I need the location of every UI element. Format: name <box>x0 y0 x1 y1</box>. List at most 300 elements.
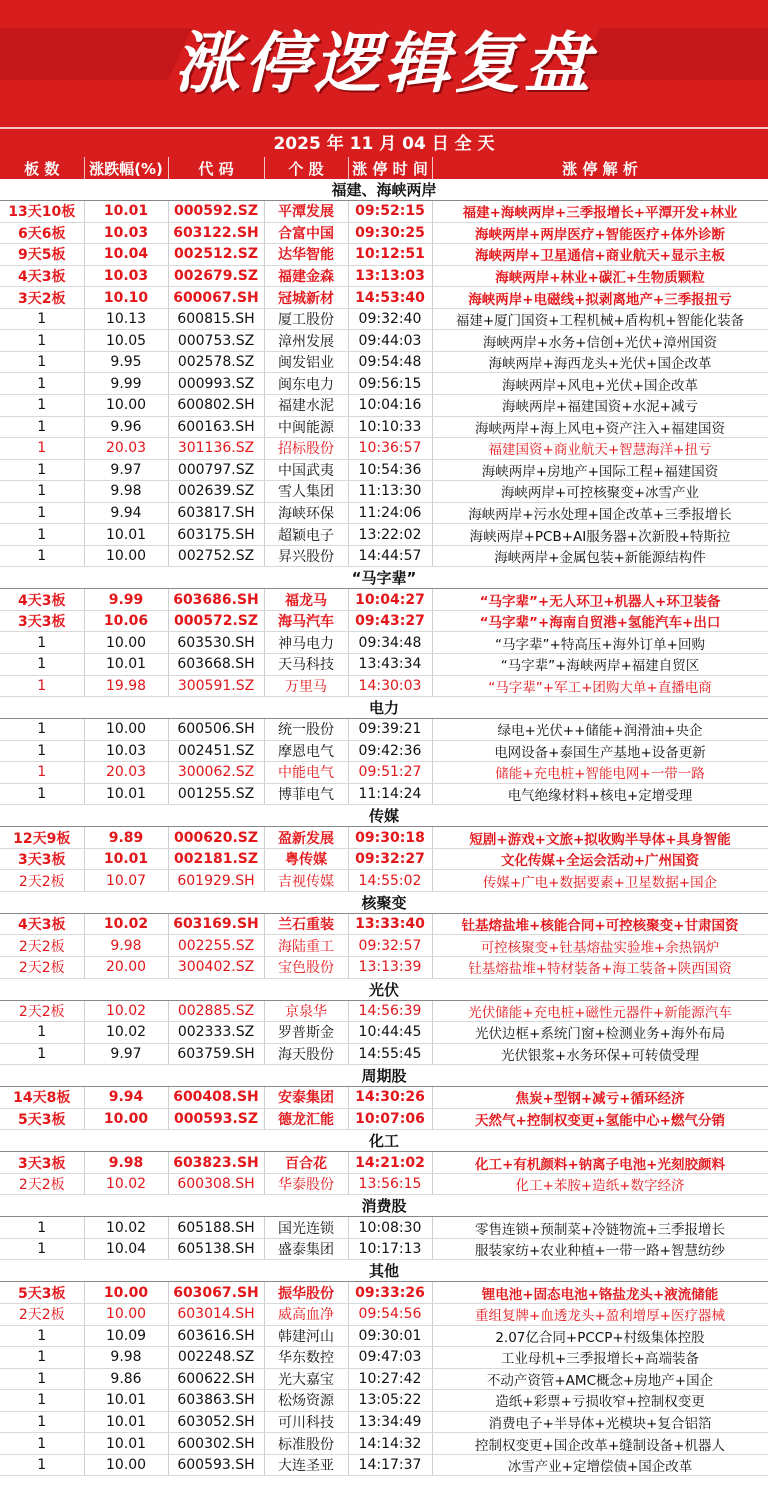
change-cell: 9.98 <box>84 935 168 957</box>
table-row <box>0 287 768 309</box>
stock-name-cell: 万里马 <box>264 675 348 697</box>
code-cell: 605188.SH <box>168 1217 264 1239</box>
boards-cell: 1 <box>0 632 84 654</box>
table-row <box>0 1173 768 1195</box>
change-cell: 10.02 <box>84 1217 168 1239</box>
time-cell: 09:30:18 <box>348 827 432 849</box>
stock-name-cell: 博菲电气 <box>264 783 348 805</box>
analysis-cell: “马字辈”+海南自贸港+氢能汽车+出口 <box>432 610 768 632</box>
time-cell: 09:54:48 <box>348 351 432 373</box>
analysis-cell: 海峡两岸+金属包装+新能源结构件 <box>432 545 768 567</box>
code-cell: 603067.SH <box>168 1282 264 1304</box>
page-title: 涨停逻辑复盘 <box>174 25 594 102</box>
code-cell: 002885.SZ <box>168 1000 264 1022</box>
stock-name-cell: 粤传媒 <box>264 848 348 870</box>
table-row <box>0 1152 768 1174</box>
stock-name-cell: 国光连锁 <box>264 1217 348 1239</box>
boards-cell: 1 <box>0 308 84 330</box>
boards-cell: 2天2板 <box>0 935 84 957</box>
change-cell: 10.00 <box>84 719 168 741</box>
col-header-analysis: 涨 停 解 析 <box>432 157 768 179</box>
change-cell: 20.03 <box>84 762 168 784</box>
analysis-cell: 工业母机+三季报增长+高端装备 <box>432 1347 768 1369</box>
table-row <box>0 1000 768 1022</box>
boards-cell: 4天3板 <box>0 265 84 287</box>
boards-cell: 5天3板 <box>0 1108 84 1130</box>
code-cell: 605138.SH <box>168 1238 264 1260</box>
code-cell: 603122.SH <box>168 222 264 244</box>
analysis-cell: 服装家纺+农业种植+一带一路+智慧纺纱 <box>432 1238 768 1260</box>
analysis-cell: 锂电池+固态电池+铬盐龙头+液流储能 <box>432 1282 768 1304</box>
change-cell: 10.00 <box>84 545 168 567</box>
time-cell: 14:30:26 <box>348 1087 432 1109</box>
boards-cell: 1 <box>0 1022 84 1044</box>
code-cell: 002451.SZ <box>168 740 264 762</box>
time-cell: 09:39:21 <box>348 719 432 741</box>
section-title: 福建、海峡两岸 <box>0 179 768 201</box>
table-row <box>0 330 768 352</box>
table-row <box>0 1022 768 1044</box>
change-cell: 10.07 <box>84 870 168 892</box>
analysis-cell: 海峡两岸+电磁线+拟剥离地产+三季报扭亏 <box>432 287 768 309</box>
analysis-cell: 消费电子+半导体+光模块+复合铝箔 <box>432 1411 768 1433</box>
boards-cell: 1 <box>0 740 84 762</box>
change-cell: 10.00 <box>84 1282 168 1304</box>
analysis-cell: 钍基熔盐堆+特材装备+海工装备+陕西国资 <box>432 957 768 979</box>
time-cell: 13:34:49 <box>348 1411 432 1433</box>
stock-name-cell: 兰石重装 <box>264 913 348 935</box>
boards-cell: 1 <box>0 373 84 395</box>
section-header-row <box>0 891 768 913</box>
table-row <box>0 675 768 697</box>
section-header-row <box>0 1130 768 1152</box>
analysis-cell: 2.07亿合同+PCCP+村级集体控股 <box>432 1325 768 1347</box>
analysis-cell: 天然气+控制权变更+氢能中心+燃气分销 <box>432 1108 768 1130</box>
code-cell: 603175.SH <box>168 524 264 546</box>
boards-cell: 1 <box>0 1368 84 1390</box>
table-row <box>0 351 768 373</box>
stock-name-cell: 标准股份 <box>264 1433 348 1455</box>
boards-cell: 2天2板 <box>0 1173 84 1195</box>
boards-cell: 12天9板 <box>0 827 84 849</box>
change-cell: 10.00 <box>84 394 168 416</box>
col-header-stock: 个 股 <box>264 157 348 179</box>
time-cell: 10:17:13 <box>348 1238 432 1260</box>
time-cell: 13:43:34 <box>348 653 432 675</box>
boards-cell: 3天3板 <box>0 610 84 632</box>
change-cell: 10.01 <box>84 1433 168 1455</box>
change-cell: 10.02 <box>84 1173 168 1195</box>
stock-name-cell: 华泰股份 <box>264 1173 348 1195</box>
boards-cell: 2天2板 <box>0 1000 84 1022</box>
time-cell: 10:54:36 <box>348 459 432 481</box>
section-title: “马字辈” <box>0 567 768 589</box>
col-header-code: 代 码 <box>168 157 264 179</box>
analysis-cell: “马字辈”+海峡两岸+福建自贸区 <box>432 653 768 675</box>
boards-cell: 1 <box>0 351 84 373</box>
boards-cell: 1 <box>0 524 84 546</box>
col-header-change: 涨跌幅(%) <box>84 157 168 179</box>
code-cell: 603686.SH <box>168 589 264 611</box>
table-row <box>0 848 768 870</box>
code-cell: 000753.SZ <box>168 330 264 352</box>
boards-cell: 1 <box>0 1411 84 1433</box>
code-cell: 600163.SH <box>168 416 264 438</box>
code-cell: 002255.SZ <box>168 935 264 957</box>
boards-cell: 4天3板 <box>0 589 84 611</box>
time-cell: 14:55:02 <box>348 870 432 892</box>
change-cell: 10.09 <box>84 1325 168 1347</box>
analysis-cell: 海峡两岸+海西龙头+光伏+国企改革 <box>432 351 768 373</box>
stock-name-cell: 海马汽车 <box>264 610 348 632</box>
table-row <box>0 1433 768 1455</box>
table-row <box>0 1108 768 1130</box>
table-row <box>0 935 768 957</box>
change-cell: 10.06 <box>84 610 168 632</box>
time-cell: 09:56:15 <box>348 373 432 395</box>
analysis-cell: 福建国资+商业航天+智慧海洋+扭亏 <box>432 438 768 460</box>
stock-name-cell: 罗普斯金 <box>264 1022 348 1044</box>
stock-name-cell: 中闽能源 <box>264 416 348 438</box>
code-cell: 002181.SZ <box>168 848 264 870</box>
analysis-cell: 海峡两岸+房地产+国际工程+福建国资 <box>432 459 768 481</box>
section-header-row <box>0 1065 768 1087</box>
analysis-cell: 文化传媒+全运会活动+广州国资 <box>432 848 768 870</box>
table-row <box>0 1454 768 1476</box>
table-row <box>0 394 768 416</box>
boards-cell: 2天2板 <box>0 870 84 892</box>
table-row <box>0 1043 768 1065</box>
time-cell: 09:30:25 <box>348 222 432 244</box>
table-header-row <box>0 157 768 179</box>
time-cell: 09:52:15 <box>348 201 432 223</box>
code-cell: 300591.SZ <box>168 675 264 697</box>
change-cell: 10.02 <box>84 1022 168 1044</box>
change-cell: 19.98 <box>84 675 168 697</box>
boards-cell: 1 <box>0 1347 84 1369</box>
change-cell: 9.99 <box>84 373 168 395</box>
time-cell: 11:13:30 <box>348 481 432 503</box>
code-cell: 601929.SH <box>168 870 264 892</box>
change-cell: 9.94 <box>84 502 168 524</box>
section-header-row <box>0 1195 768 1217</box>
change-cell: 10.01 <box>84 1390 168 1412</box>
code-cell: 603668.SH <box>168 653 264 675</box>
time-cell: 14:14:32 <box>348 1433 432 1455</box>
stock-name-cell: 闽东电力 <box>264 373 348 395</box>
table-row <box>0 1411 768 1433</box>
code-cell: 600408.SH <box>168 1087 264 1109</box>
code-cell: 000572.SZ <box>168 610 264 632</box>
change-cell: 10.03 <box>84 265 168 287</box>
table-row <box>0 502 768 524</box>
analysis-cell: 电网设备+泰国生产基地+设备更新 <box>432 740 768 762</box>
time-cell: 13:13:03 <box>348 265 432 287</box>
stock-name-cell: 百合花 <box>264 1152 348 1174</box>
table-row <box>0 1390 768 1412</box>
table-row <box>0 416 768 438</box>
stock-name-cell: 振华股份 <box>264 1282 348 1304</box>
change-cell: 10.04 <box>84 244 168 266</box>
change-cell: 10.01 <box>84 848 168 870</box>
code-cell: 603052.SH <box>168 1411 264 1433</box>
section-header-row <box>0 697 768 719</box>
analysis-cell: “马字辈”+军工+团购大单+直播电商 <box>432 675 768 697</box>
stock-name-cell: 闽发铝业 <box>264 351 348 373</box>
analysis-cell: 光伏银浆+水务环保+可转债受理 <box>432 1043 768 1065</box>
change-cell: 10.01 <box>84 1411 168 1433</box>
analysis-cell: “马字辈”+无人环卫+机器人+环卫装备 <box>432 589 768 611</box>
analysis-cell: 绿电+光伏++储能+润滑油+央企 <box>432 719 768 741</box>
boards-cell: 1 <box>0 1433 84 1455</box>
analysis-cell: 冰雪产业+定增偿债+国企改革 <box>432 1454 768 1476</box>
boards-cell: 3天3板 <box>0 848 84 870</box>
change-cell: 9.97 <box>84 1043 168 1065</box>
table-row <box>0 653 768 675</box>
stock-name-cell: 福建水泥 <box>264 394 348 416</box>
limit-up-table <box>0 157 768 1476</box>
time-cell: 09:33:26 <box>348 1282 432 1304</box>
time-cell: 10:04:27 <box>348 589 432 611</box>
time-cell: 09:43:27 <box>348 610 432 632</box>
stock-name-cell: 宝色股份 <box>264 957 348 979</box>
table-row <box>0 762 768 784</box>
stock-name-cell: 福龙马 <box>264 589 348 611</box>
table-row <box>0 632 768 654</box>
table-row <box>0 481 768 503</box>
change-cell: 9.89 <box>84 827 168 849</box>
code-cell: 600593.SH <box>168 1454 264 1476</box>
table-row <box>0 1087 768 1109</box>
time-cell: 10:12:51 <box>348 244 432 266</box>
change-cell: 10.03 <box>84 740 168 762</box>
table-row <box>0 1217 768 1239</box>
time-cell: 09:32:40 <box>348 308 432 330</box>
analysis-cell: 化工+苯胺+造纸+数字经济 <box>432 1173 768 1195</box>
change-cell: 10.05 <box>84 330 168 352</box>
table-row <box>0 827 768 849</box>
time-cell: 14:55:45 <box>348 1043 432 1065</box>
analysis-cell: 焦炭+型钢+减亏+循环经济 <box>432 1087 768 1109</box>
code-cell: 000993.SZ <box>168 373 264 395</box>
stock-name-cell: 威高血净 <box>264 1304 348 1326</box>
analysis-cell: 海峡两岸+风电+光伏+国企改革 <box>432 373 768 395</box>
stock-name-cell: 冠城新材 <box>264 287 348 309</box>
boards-cell: 1 <box>0 719 84 741</box>
boards-cell: 1 <box>0 481 84 503</box>
analysis-cell: 海峡两岸+PCB+AI服务器+次新股+特斯拉 <box>432 524 768 546</box>
code-cell: 002578.SZ <box>168 351 264 373</box>
stock-name-cell: 松炀资源 <box>264 1390 348 1412</box>
analysis-cell: 福建+海峡两岸+三季报增长+平潭开发+林业 <box>432 201 768 223</box>
analysis-cell: 控制权变更+国企改革+缝制设备+机器人 <box>432 1433 768 1455</box>
change-cell: 10.04 <box>84 1238 168 1260</box>
code-cell: 603817.SH <box>168 502 264 524</box>
change-cell: 9.98 <box>84 1152 168 1174</box>
time-cell: 09:32:27 <box>348 848 432 870</box>
table-row <box>0 1238 768 1260</box>
change-cell: 9.99 <box>84 589 168 611</box>
boards-cell: 1 <box>0 1043 84 1065</box>
code-cell: 002679.SZ <box>168 265 264 287</box>
code-cell: 002333.SZ <box>168 1022 264 1044</box>
stock-name-cell: 合富中国 <box>264 222 348 244</box>
code-cell: 002752.SZ <box>168 545 264 567</box>
boards-cell: 13天10板 <box>0 201 84 223</box>
stock-name-cell: 昇兴股份 <box>264 545 348 567</box>
table-row <box>0 244 768 266</box>
analysis-cell: 钍基熔盐堆+核能合同+可控核聚变+甘肃国资 <box>432 913 768 935</box>
boards-cell: 1 <box>0 459 84 481</box>
table-row <box>0 719 768 741</box>
time-cell: 09:42:36 <box>348 740 432 762</box>
boards-cell: 1 <box>0 330 84 352</box>
table-row <box>0 589 768 611</box>
change-cell: 10.13 <box>84 308 168 330</box>
boards-cell: 1 <box>0 1454 84 1476</box>
boards-cell: 1 <box>0 394 84 416</box>
code-cell: 603169.SH <box>168 913 264 935</box>
time-cell: 09:32:57 <box>348 935 432 957</box>
stock-name-cell: 招标股份 <box>264 438 348 460</box>
code-cell: 300402.SZ <box>168 957 264 979</box>
analysis-cell: 重组复牌+血透龙头+盈利增厚+医疗器械 <box>432 1304 768 1326</box>
change-cell: 20.03 <box>84 438 168 460</box>
code-cell: 000592.SZ <box>168 201 264 223</box>
stock-name-cell: 神马电力 <box>264 632 348 654</box>
analysis-cell: 短剧+游戏+文旅+拟收购半导体+具身智能 <box>432 827 768 849</box>
time-cell: 13:22:02 <box>348 524 432 546</box>
section-title: 传媒 <box>0 805 768 827</box>
stock-name-cell: 海峡环保 <box>264 502 348 524</box>
time-cell: 14:56:39 <box>348 1000 432 1022</box>
time-cell: 14:21:02 <box>348 1152 432 1174</box>
time-cell: 11:24:06 <box>348 502 432 524</box>
col-header-boards: 板 数 <box>0 157 84 179</box>
boards-cell: 2天2板 <box>0 1304 84 1326</box>
analysis-cell: 海峡两岸+林业+碳汇+生物质颗粒 <box>432 265 768 287</box>
analysis-cell: 传媒+广电+数据要素+卫星数据+国企 <box>432 870 768 892</box>
time-cell: 13:56:15 <box>348 1173 432 1195</box>
section-header-row <box>0 567 768 589</box>
stock-name-cell: 摩恩电气 <box>264 740 348 762</box>
code-cell: 603823.SH <box>168 1152 264 1174</box>
code-cell: 002639.SZ <box>168 481 264 503</box>
section-title: 周期股 <box>0 1065 768 1087</box>
table-row <box>0 740 768 762</box>
change-cell: 10.01 <box>84 783 168 805</box>
boards-cell: 1 <box>0 438 84 460</box>
time-cell: 09:44:03 <box>348 330 432 352</box>
table-row <box>0 222 768 244</box>
table-row <box>0 870 768 892</box>
time-cell: 14:17:37 <box>348 1454 432 1476</box>
change-cell: 10.10 <box>84 287 168 309</box>
time-cell: 10:44:45 <box>348 1022 432 1044</box>
section-title: 光伏 <box>0 978 768 1000</box>
table-row <box>0 1304 768 1326</box>
time-cell: 09:51:27 <box>348 762 432 784</box>
stock-name-cell: 可川科技 <box>264 1411 348 1433</box>
analysis-cell: 海峡两岸+水务+信创+光伏+漳州国资 <box>432 330 768 352</box>
table-row <box>0 524 768 546</box>
stock-name-cell: 福建金森 <box>264 265 348 287</box>
time-cell: 14:53:40 <box>348 287 432 309</box>
change-cell: 9.95 <box>84 351 168 373</box>
analysis-cell: 海峡两岸+可控核聚变+冰雪产业 <box>432 481 768 503</box>
code-cell: 600815.SH <box>168 308 264 330</box>
boards-cell: 6天6板 <box>0 222 84 244</box>
time-cell: 09:54:56 <box>348 1304 432 1326</box>
table-body <box>0 179 768 1476</box>
time-cell: 09:30:01 <box>348 1325 432 1347</box>
analysis-cell: 福建+厦门国资+工程机械+盾构机+智能化装备 <box>432 308 768 330</box>
boards-cell: 1 <box>0 653 84 675</box>
boards-cell: 1 <box>0 1325 84 1347</box>
boards-cell: 1 <box>0 1390 84 1412</box>
stock-name-cell: 漳州发展 <box>264 330 348 352</box>
stock-name-cell: 统一股份 <box>264 719 348 741</box>
stock-name-cell: 厦工股份 <box>264 308 348 330</box>
col-header-time: 涨 停 时 间 <box>348 157 432 179</box>
change-cell: 10.00 <box>84 632 168 654</box>
section-title: 核聚变 <box>0 891 768 913</box>
stock-name-cell: 光大嘉宝 <box>264 1368 348 1390</box>
change-cell: 9.97 <box>84 459 168 481</box>
table-row <box>0 1368 768 1390</box>
code-cell: 300062.SZ <box>168 762 264 784</box>
stock-name-cell: 海天股份 <box>264 1043 348 1065</box>
stock-name-cell: 雪人集团 <box>264 481 348 503</box>
boards-cell: 5天3板 <box>0 1282 84 1304</box>
code-cell: 600308.SH <box>168 1173 264 1195</box>
analysis-cell: 海峡两岸+两岸医疗+智能医疗+体外诊断 <box>432 222 768 244</box>
boards-cell: 14天8板 <box>0 1087 84 1109</box>
code-cell: 603616.SH <box>168 1325 264 1347</box>
analysis-cell: 不动产资管+AMC概念+房地产+国企 <box>432 1368 768 1390</box>
change-cell: 10.00 <box>84 1304 168 1326</box>
time-cell: 10:08:30 <box>348 1217 432 1239</box>
stock-name-cell: 盛泰集团 <box>264 1238 348 1260</box>
time-cell: 09:34:48 <box>348 632 432 654</box>
change-cell: 10.03 <box>84 222 168 244</box>
change-cell: 9.96 <box>84 416 168 438</box>
change-cell: 10.01 <box>84 201 168 223</box>
code-cell: 000797.SZ <box>168 459 264 481</box>
date-bar: 2025 年 11 月 04 日 全 天 <box>0 127 768 157</box>
section-title: 电力 <box>0 697 768 719</box>
analysis-cell: 海峡两岸+污水处理+国企改革+三季报增长 <box>432 502 768 524</box>
stock-name-cell: 中国武夷 <box>264 459 348 481</box>
change-cell: 10.01 <box>84 524 168 546</box>
analysis-cell: 储能+充电桩+智能电网+一带一路 <box>432 762 768 784</box>
analysis-cell: 光伏边框+系统门窗+检测业务+海外布局 <box>432 1022 768 1044</box>
section-header-row <box>0 1260 768 1282</box>
change-cell: 10.00 <box>84 1108 168 1130</box>
time-cell: 10:27:42 <box>348 1368 432 1390</box>
boards-cell: 4天3板 <box>0 913 84 935</box>
time-cell: 14:30:03 <box>348 675 432 697</box>
section-title: 化工 <box>0 1130 768 1152</box>
time-cell: 10:04:16 <box>348 394 432 416</box>
table-row <box>0 783 768 805</box>
table-row <box>0 1282 768 1304</box>
boards-cell: 1 <box>0 762 84 784</box>
table-row <box>0 308 768 330</box>
change-cell: 9.86 <box>84 1368 168 1390</box>
boards-cell: 2天2板 <box>0 957 84 979</box>
stock-name-cell: 大连圣亚 <box>264 1454 348 1476</box>
